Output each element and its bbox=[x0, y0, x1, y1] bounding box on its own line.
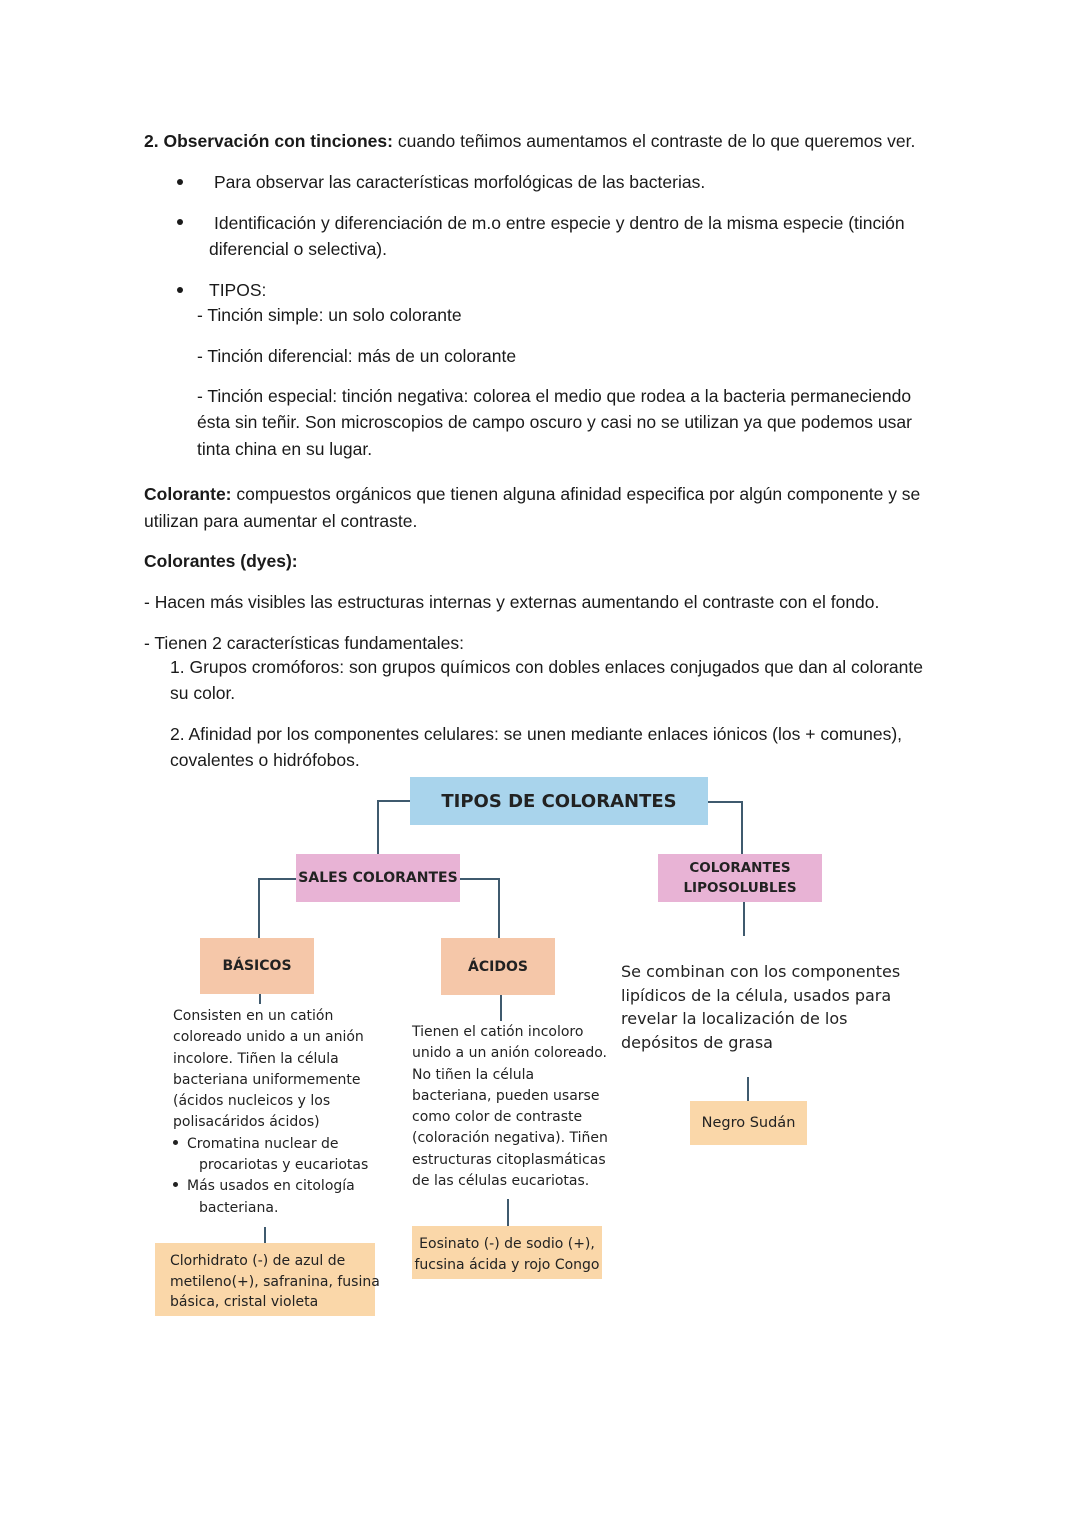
bullet-tipos: TIPOS: bbox=[209, 280, 267, 300]
basicos-example-line: metileno(+), safranina, fusina bbox=[170, 1273, 380, 1290]
section-heading bbox=[144, 128, 915, 154]
colorante-def-rest: compuestos orgánicos que tienen alguna afinidad especifica por algún componente y se bbox=[231, 484, 921, 504]
node-tipos-de-colorantes: TIPOS DE COLORANTES bbox=[410, 777, 708, 825]
tipo-diferencial: - Tinción diferencial: más de un colorante bbox=[197, 346, 517, 366]
acidos-desc-line: estructuras citoplasmáticas bbox=[412, 1151, 606, 1168]
node-basicos: BÁSICOS bbox=[200, 938, 314, 994]
basicos-examples bbox=[155, 1243, 380, 1316]
basicos-desc-line: bacteriana uniformemente bbox=[173, 1071, 361, 1088]
basicos-desc-line: coloreado unido a un anión bbox=[173, 1029, 364, 1046]
bullet-dot bbox=[177, 287, 183, 293]
acidos-description bbox=[412, 1022, 608, 1192]
acidos-desc-line: No tiñen la célula bbox=[412, 1066, 535, 1083]
bullet-morfologia: Para observar las características morfológicas de las bacterias. bbox=[214, 172, 706, 192]
basicos-example-line: Clorhidrato (-) de azul de bbox=[170, 1253, 346, 1269]
acidos-desc-line: (coloración negativa). Tiñen bbox=[412, 1130, 608, 1147]
basicos-desc-line: Consisten en un catión bbox=[173, 1008, 334, 1024]
colorante-term: Colorante: bbox=[144, 484, 232, 504]
node-acidos: ÁCIDOS bbox=[441, 938, 555, 995]
heading-bold: 2. Observación con tinciones: bbox=[144, 131, 393, 151]
char2-line1: 2. Afinidad por los componentes celulares: se unen mediante enlaces iónicos (los + comunes), bbox=[170, 724, 903, 744]
basicos-desc-line: polisacáridos ácidos) bbox=[173, 1114, 320, 1131]
acidos-desc-line: unido a un anión coloreado. bbox=[412, 1045, 608, 1062]
liposolubles-example: Negro Sudán bbox=[690, 1101, 807, 1145]
char2-line2: covalentes o hidrófobos. bbox=[170, 750, 360, 770]
acidos-desc-line: como color de contraste bbox=[412, 1109, 583, 1126]
basicos-bullet-cont: bacteriana. bbox=[199, 1199, 279, 1216]
bullet-dot bbox=[173, 1140, 178, 1145]
lipo-desc-line: revelar la localización de los bbox=[621, 1009, 848, 1029]
acidos-example-line: fucsina ácida y rojo Congo bbox=[414, 1256, 600, 1273]
heading-rest: cuando teñimos aumentamos el contraste de lo que queremos ver. bbox=[392, 131, 916, 151]
basicos-bullet-cont: procariotas y eucariotas bbox=[199, 1157, 369, 1174]
bullet-dot bbox=[173, 1182, 178, 1187]
bullet-identificacion-line1: Identificación y diferenciación de m.o entre especie y dentro de la misma especie (tinción bbox=[214, 213, 905, 233]
basicos-desc-line: incolore. Tiñen la célula bbox=[173, 1050, 339, 1067]
liposolubles-description bbox=[621, 960, 900, 1055]
acidos-examples bbox=[412, 1226, 602, 1279]
tipo-especial-line1: - Tinción especial: tinción negativa: colorea el medio que rodea a la bacteria permaneciendo bbox=[197, 386, 912, 406]
tipo-especial-line3: tinta china en su lugar. bbox=[197, 439, 373, 459]
node-colorantes-liposolubles bbox=[658, 854, 822, 902]
basicos-desc-line: (ácidos nucleicos y los bbox=[173, 1093, 331, 1110]
basicos-bullet bbox=[159, 1176, 368, 1197]
bullet-identificacion-line2: diferencial o selectiva). bbox=[209, 239, 387, 259]
acidos-desc-line: Tienen el catión incoloro bbox=[412, 1024, 584, 1040]
node-liposolubles-line1: COLORANTES bbox=[689, 860, 791, 876]
node-liposolubles-line2: LIPOSOLUBLES bbox=[683, 880, 797, 896]
basicos-bullet-text: Cromatina nuclear de bbox=[187, 1135, 339, 1152]
colorante-definition bbox=[144, 481, 920, 507]
colorante-definition-line2: utilizan para aumentar el contraste. bbox=[144, 511, 418, 531]
tipo-simple: - Tinción simple: un solo colorante bbox=[197, 305, 462, 325]
dyes-point2: - Tienen 2 características fundamentales: bbox=[144, 633, 465, 653]
basicos-bullet bbox=[159, 1134, 368, 1155]
dyes-point1: - Hacen más visibles las estructuras internas y externas aumentando el contraste con el fondo. bbox=[144, 592, 880, 612]
bullet-dot bbox=[177, 179, 183, 185]
basicos-description bbox=[173, 1006, 368, 1219]
acidos-example-line: Eosinato (-) de sodio (+), bbox=[419, 1236, 595, 1252]
char1-line1: 1. Grupos cromóforos: son grupos químicos con dobles enlaces conjugados que dan al colorante bbox=[170, 657, 923, 677]
basicos-bullet-text: Más usados en citología bbox=[187, 1178, 355, 1195]
lipo-desc-line: lipídicos de la célula, usados para bbox=[621, 985, 892, 1005]
tipo-especial-line2: ésta sin teñir. Son microscopios de campo oscuro y casi no se utilizan ya que podemos usar bbox=[197, 412, 912, 432]
acidos-desc-line: bacteriana, pueden usarse bbox=[412, 1087, 600, 1104]
basicos-example-line: básica, cristal violeta bbox=[170, 1294, 319, 1310]
dyes-heading: Colorantes (dyes): bbox=[144, 551, 298, 571]
lipo-desc-line: depósitos de grasa bbox=[621, 1033, 773, 1053]
acidos-desc-line: de las células eucariotas. bbox=[412, 1173, 590, 1190]
bullet-dot bbox=[177, 219, 183, 225]
char1-line2: su color. bbox=[170, 683, 236, 703]
lipo-desc-line: Se combinan con los componentes bbox=[621, 962, 901, 981]
node-sales-colorantes: SALES COLORANTES bbox=[296, 854, 460, 902]
